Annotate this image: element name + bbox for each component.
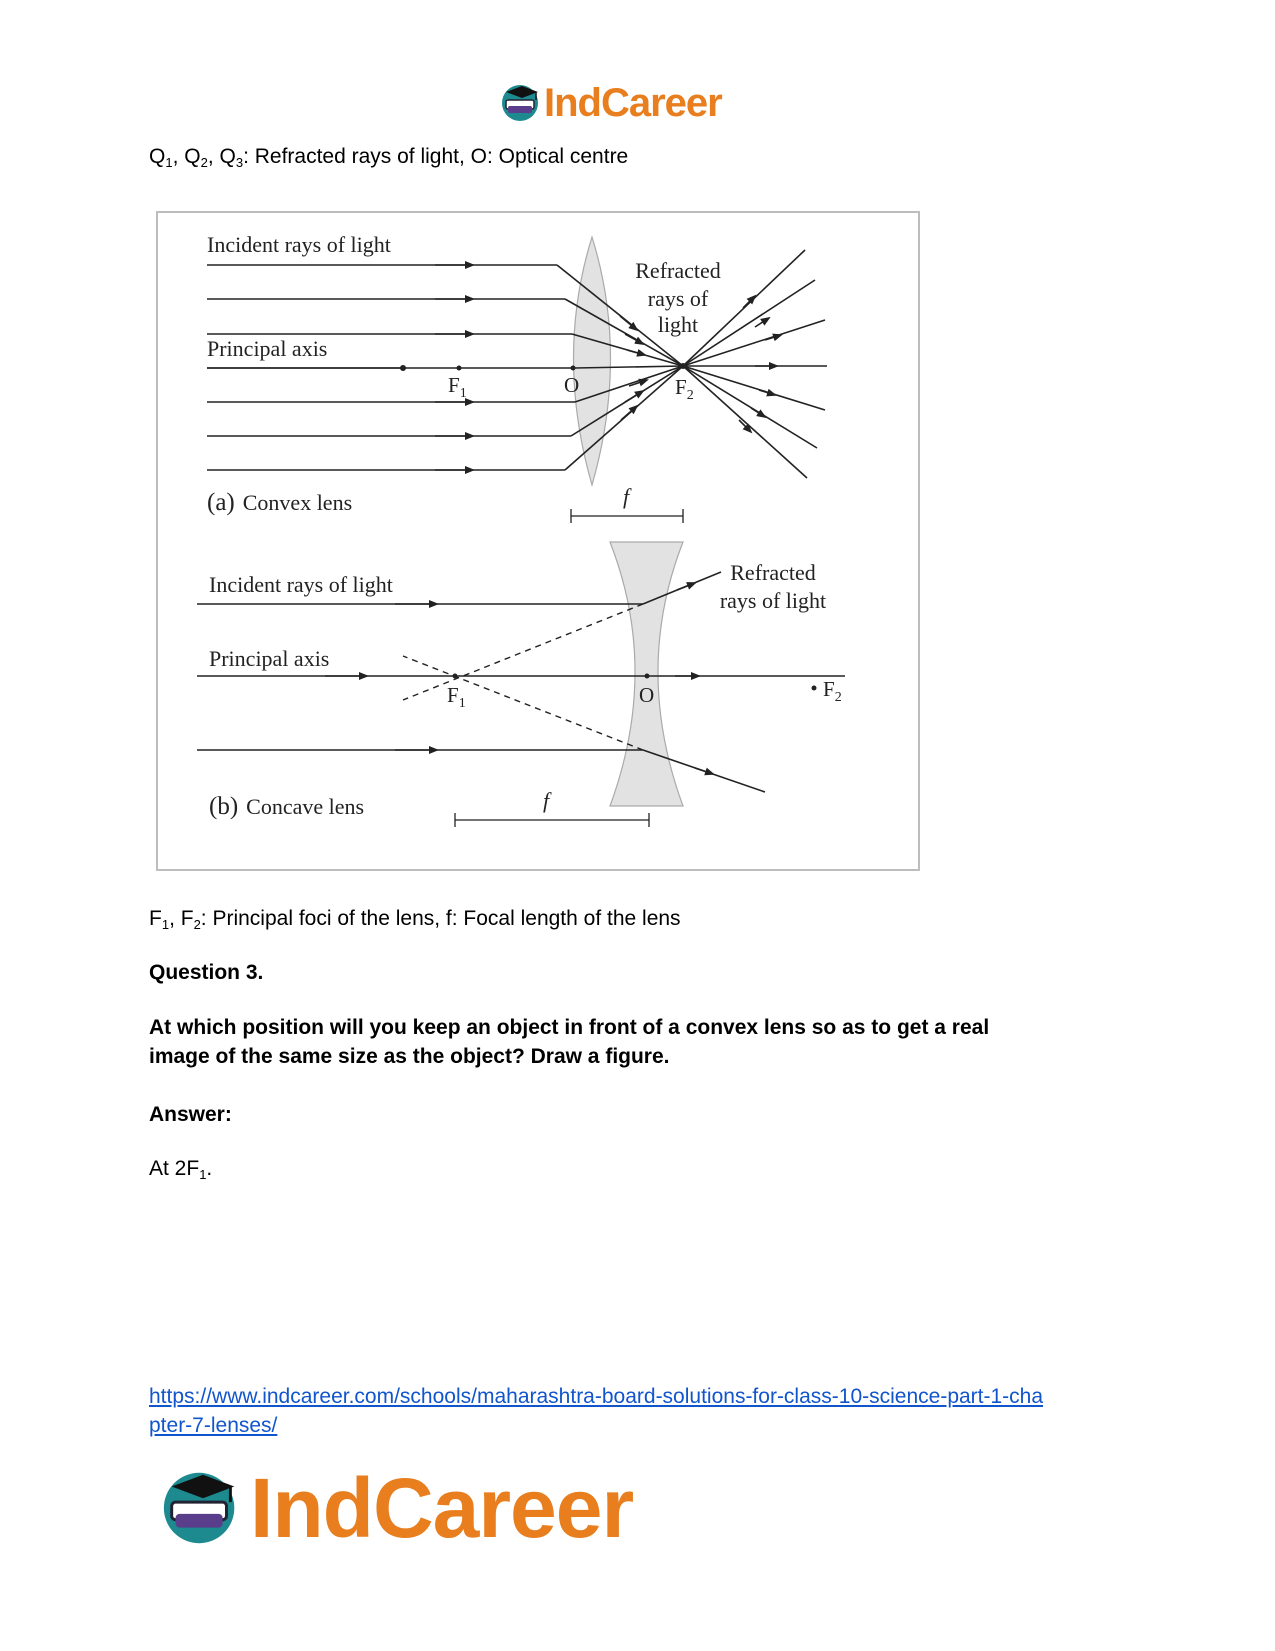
concave-refracted-label-1: Refracted bbox=[730, 560, 816, 585]
question-text-line-1: At which position will you keep an object in front of a convex lens so as to get a real bbox=[149, 1016, 990, 1039]
q1-symbol: Q bbox=[149, 145, 166, 168]
convex-2f1-point bbox=[400, 365, 406, 371]
convex-refracted-label-3: light bbox=[657, 312, 699, 337]
graduation-cap-book-icon bbox=[500, 80, 544, 126]
logo-text: IndCareer bbox=[544, 81, 722, 125]
logo-text: IndCareer bbox=[250, 1461, 634, 1555]
q3-subscript: 3 bbox=[235, 155, 244, 170]
f1-subscript: 1 bbox=[161, 917, 170, 932]
answer-text-main: At 2F bbox=[149, 1157, 200, 1180]
separator: , bbox=[169, 907, 181, 930]
lens-ray-diagram bbox=[155, 210, 921, 874]
answer-title: Answer: bbox=[149, 1103, 232, 1126]
footer-logo bbox=[158, 1458, 718, 1558]
answer-subscript: 1 bbox=[199, 1167, 207, 1182]
source-link-line-1: https://www.indcareer.com/schools/maharashtra-board-solutions-for-class-10-science-part-1-cha bbox=[149, 1385, 1044, 1408]
q2-subscript: 2 bbox=[200, 155, 208, 170]
question-text-line-2: image of the same size as the object? Draw a figure. bbox=[149, 1045, 670, 1068]
caption-principal-foci bbox=[149, 904, 681, 933]
question-text bbox=[149, 1013, 989, 1071]
q1-subscript: 1 bbox=[165, 155, 173, 170]
f2-symbol: F bbox=[180, 907, 194, 930]
convex-caption: (a) Convex lens bbox=[207, 489, 353, 516]
f1-symbol: F bbox=[149, 907, 162, 930]
caption-text: : Principal foci of the lens, f: Focal length of the lens bbox=[200, 907, 681, 930]
convex-f2-point bbox=[680, 363, 686, 369]
convex-f2-label: $F_2$ bbox=[675, 375, 694, 403]
convex-o-label: O bbox=[564, 373, 580, 397]
convex-optical-centre-point bbox=[571, 366, 576, 371]
q3-symbol: Q bbox=[219, 145, 236, 168]
figure-border bbox=[157, 212, 919, 870]
concave-f1-label: $F_1$ bbox=[447, 683, 466, 711]
convex-incident-label: Incident rays of light bbox=[207, 232, 391, 257]
caption-refracted-rays bbox=[149, 142, 628, 171]
convex-f1-label: $F_1$ bbox=[448, 373, 467, 401]
f2-subscript: 2 bbox=[193, 917, 201, 932]
convex-f1-point bbox=[457, 366, 462, 371]
concave-o-label: O bbox=[639, 683, 655, 707]
separator: , bbox=[172, 145, 185, 168]
graduation-cap-book-icon bbox=[158, 1463, 248, 1553]
answer-period: . bbox=[206, 1157, 213, 1180]
source-link-line-2: pter-7-lenses/ bbox=[149, 1414, 278, 1437]
concave-refracted-label-2: rays of light bbox=[719, 588, 827, 613]
caption-text: : Refracted rays of light, O: Optical centre bbox=[243, 145, 629, 168]
concave-focal-length-label: f bbox=[543, 788, 550, 813]
convex-focal-length-label: f bbox=[623, 484, 630, 509]
convex-refracted-label-2: rays of bbox=[647, 286, 709, 311]
source-link[interactable] bbox=[149, 1382, 1043, 1440]
question-title: Question 3. bbox=[149, 961, 264, 984]
concave-f2-point bbox=[812, 686, 817, 691]
concave-optical-centre-point bbox=[645, 674, 650, 679]
concave-caption: (b) Concave lens bbox=[209, 793, 365, 820]
q2-symbol: Q bbox=[184, 145, 201, 168]
separator: , bbox=[207, 145, 220, 168]
convex-axis-label: Principal axis bbox=[207, 336, 328, 361]
concave-f2-label: $F_2$ bbox=[823, 677, 842, 705]
concave-incident-label: Incident rays of light bbox=[209, 572, 393, 597]
answer-text bbox=[149, 1154, 212, 1183]
header-logo bbox=[500, 78, 780, 128]
convex-refracted-label-1: Refracted bbox=[635, 258, 721, 283]
concave-f1-point bbox=[453, 674, 458, 679]
concave-axis-label: Principal axis bbox=[209, 646, 330, 671]
